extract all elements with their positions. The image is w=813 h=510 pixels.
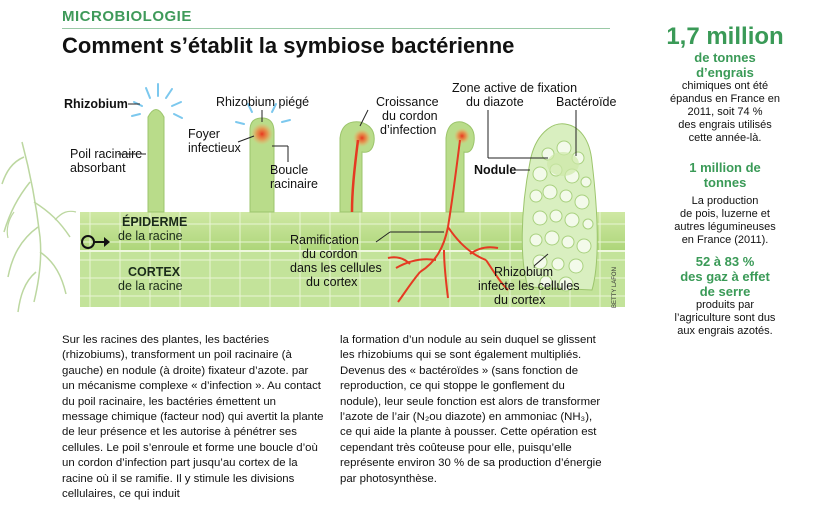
label-cortex-2: de la racine <box>118 279 183 293</box>
label-ramification-2: du cordon <box>302 247 358 261</box>
stat-block-greenhouse <box>640 254 810 338</box>
stage-infection-thread <box>340 122 374 212</box>
label-ramification-1: Ramification <box>290 233 359 247</box>
label-zone-active-1: Zone active de fixation <box>452 81 578 95</box>
label-rhizobium-piege: Rhizobium piégé <box>216 95 310 109</box>
page-title: Comment s’établit la symbiose bactérienne <box>62 33 515 58</box>
stat3-value-3: de serre <box>699 284 751 299</box>
stat3-value-2: des gaz à effet <box>680 269 770 284</box>
stat1-desc-1: chimiques ont été <box>681 80 769 92</box>
symbiosis-diagram <box>0 62 625 324</box>
stat1-desc-2: épandus en France en <box>669 93 781 105</box>
stat2-desc-4: en France (2011). <box>681 234 769 246</box>
stat-block-fertilizer <box>640 24 810 145</box>
label-rhizobium: Rhizobium <box>64 97 128 111</box>
stat3-desc-2: l’agriculture sont dus <box>674 312 776 324</box>
label-epiderme-1: ÉPIDERME <box>122 215 188 229</box>
stat2-desc-3: autres légumineuses <box>674 221 776 233</box>
root-network-illustration <box>2 142 76 312</box>
label-croissance-1: Croissance <box>376 95 439 109</box>
stage-trapped-rhizobium <box>236 104 290 212</box>
stat3-value-1: 52 à 83 % <box>695 254 755 269</box>
label-cortex-1: CORTEX <box>128 265 181 279</box>
stat1-desc-3: 2011, soit 74 % <box>687 106 763 118</box>
label-bacteroide: Bactéroïde <box>556 95 617 109</box>
stat2-desc-2: de pois, luzerne et <box>680 208 770 220</box>
section-kicker: MICROBIOLOGIE <box>62 8 192 25</box>
stat1-unit-1: de tonnes <box>694 50 756 65</box>
stat1-desc-5: cette année-là. <box>688 132 762 144</box>
label-poil-racinaire-1: Poil racinaire <box>70 147 143 161</box>
stat-block-legumes <box>640 160 810 247</box>
article-column-1 <box>62 333 324 502</box>
label-zone-active-2: du diazote <box>466 95 524 109</box>
stat2-value-1: 1 million de <box>689 160 761 175</box>
label-foyer-1: Foyer <box>188 127 220 141</box>
label-poil-racinaire-2: absorbant <box>70 161 126 175</box>
label-boucle-1: Boucle <box>270 163 309 177</box>
stat1-desc-4: des engrais utilisés <box>678 119 772 131</box>
label-croissance-2: du cordon <box>382 109 438 123</box>
stat1-value: 1,7 million <box>666 23 784 50</box>
stat2-value-2: tonnes <box>703 175 747 190</box>
label-nodule: Nodule <box>474 163 517 177</box>
illustrator-credit: BETTY LAFON <box>612 267 618 308</box>
article-paragraph-1: Sur les racines des plantes, les bactéries (rhizobiums), transforment un poil racinaire (à gauche) en nodule (à droite) fixateur d’azote. par un mécanisme complexe « d’infection ». Au contact du poil racinaire, les bactéries émettent un message chimique (facteur nod) qui avertit la plante de leur présence et les autorise à pénétrer ses cellules. Le poil s’enroule et forme une boucle d’où un cordon d’infection part jusqu’au cortex de la racine où il se ramifie. Il y stimule les divisions cellulaires, ce qui induit <box>62 334 324 501</box>
stat3-desc-3: aux engrais azotés. <box>677 325 773 337</box>
label-rhizobium-infecte-3: du cortex <box>494 293 546 307</box>
kicker-rule <box>62 28 610 29</box>
article-paragraph-2: la formation d’un nodule au sein duquel se glissent les rhizobiums qui se sont également multipliés. Devenus des « bactéroïdes » (sans fonction de reproduction, ce qui stoppe le gonflement du nodule), leur seule fonction est alors de transformer l’azote de l’air (N₂ou diazote) en ammoniac (NH₃), ce qui aide la plante à pousser. Cette opération est cependant très coûteuse pour elle, puisqu’elle représente environ 30 % de sa production d’énergie par photosynthèse. <box>340 334 602 485</box>
article-column-2 <box>340 333 602 487</box>
label-epiderme-2: de la racine <box>118 229 183 243</box>
stat2-desc-1: La production <box>691 195 759 207</box>
label-rhizobium-infecte-1: Rhizobium <box>494 265 554 279</box>
label-ramification-4: du cortex <box>306 275 358 289</box>
label-croissance-3: d’infection <box>380 123 437 137</box>
label-rhizobium-infecte-2: infecte les cellules <box>478 279 580 293</box>
label-foyer-2: infectieux <box>188 141 241 155</box>
label-boucle-2: racinaire <box>270 177 318 191</box>
stat1-unit-2: d’engrais <box>696 65 754 80</box>
stat3-desc-1: produits par <box>695 299 755 311</box>
label-ramification-3: dans les cellules <box>290 261 382 275</box>
